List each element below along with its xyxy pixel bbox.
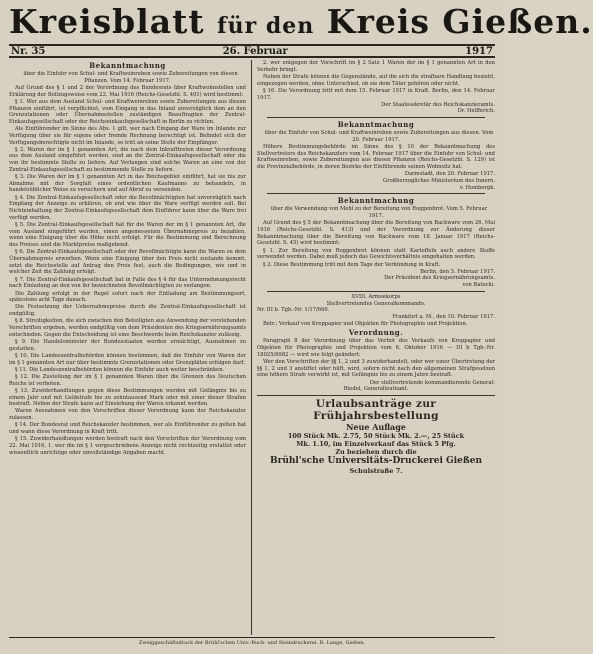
advertisement [257, 395, 495, 475]
right-para: § 1. Zur Bereitung von Roggenbrot können statt Kartoffeln auch andere Stoffe verwendet werden. Dabei muß jedoch das Gewichtsverhältnis eingehalten werden. [257, 247, 495, 261]
right-para: Wer den Vorschriften der §§ 1, 2 und 3 zuwiderhandelt, oder wer einer Übertretung der §§ 1, 2 und 3 anstiftet oder hilft, wird, sofern nicht nach den allgemeinen Strafgesetzen eine höhere Strafe verwirkt ist, mit Gefängnis bis zu einem Jahre bestraft. [257, 359, 495, 379]
signature-title: Der Staatssekretär des Reichskanzleramts. [381, 101, 495, 108]
heading-bekanntmachung-1: Bekanntmachung [89, 61, 166, 70]
right-para: Paragraph 8 der Verordnung über das Verbot des Verkaufs von Kreppapier und Objekten für Photographie und Projektion vom 6. Oktober 1916 — III b Tgb.-Nr. 18025/6982 — wird wie folgt geändert: [257, 338, 495, 358]
corps-line: Stellvertretendes Generalkommando. [326, 300, 426, 307]
right-para: § 2. Diese Bestimmung tritt mit dem Tage der Verkündung in Kraft. [263, 261, 441, 268]
masthead [9, 2, 593, 42]
signature-name: von Batocki. [462, 282, 495, 289]
left-para: Als Einführender im Sinne des Abs. 1 gilt, wer nach Eingang der Ware im Inlande zur Verfügung über sie für eigene oder fremde Rechnung berechtigt ist. Befindet sich der Verfügungsberechtigte nicht im Inlande, so tritt an seine Stelle der Empfänger. [9, 126, 246, 146]
signature-place: Darmstadt, den 20. Februar 1917. [404, 171, 495, 178]
ad-title: Urlaubsanträge zur Frühjahrsbestellung [313, 398, 439, 423]
right-para: Neben der Strafe können die Gegenstände, auf die sich die strafbare Handlung bezieht, eingezogen werden, ohne Unterschied, ob sie dem Täter gehören oder nicht. [257, 73, 495, 87]
left-para: § 5. Die Zentral-Einkaufsgesellschaft hat für die Waren der im § 1 genannten Art, die vom Ausland eingeführt werden, einen angemessenen Übernahmepreis zu bezahlen, wenn eine Einigung über die Höhe nicht erfolgt. Für die Bestimmung und Berechnung des Preises sind die Marktpreise maßgebend. [9, 221, 246, 249]
right-para: Höhere Bestimmungsbehörde im Sinne des § 10 der Bekanntmachung des Stellvertreters des Reichskanzlers vom 14. Februar 1917 über die Einfuhr von Schul- und Kraftweinreben, sowie Zubereitungen aus diesen Pflanzen (Reichs-Gesetzbl. S. 129) ist die Provinzialbehörde, in deren Bezirke der Einführende seinen Wohnsitz hat. [257, 144, 495, 171]
divider [267, 291, 485, 292]
columns [9, 60, 495, 635]
left-para: § 4. Die Zentral-Einkaufsgesellschaft oder die Bevollmächtigten hat unverzüglich nach Empfang der Anzeige zu erklären, ob und wie über die Ware verfügt werden soll. Bei Nichteinhaltung der Zentral-Einkaufsgesellschaft dem Einführer kann über die Ware frei verfügt werden. [9, 194, 246, 221]
left-para: § 2. Waren der im § 1 genannten Art, die nach dem Inkrafttreten dieser Verordnung aus dem Ausland eingeführt werden, sind an die Zentral-Einkaufsgesellschaft oder die von ihr bestimmte Stelle zu liefern. Auf Verlangen sind solche Waren an eine von der Zentral-Einkaufsgesellschaft zu bestimmende Stelle zu liefern. [9, 146, 246, 173]
subheading-3: über die Verwendung von Mehl zu der Bereitung von Roggenbrot. Vom 5. Februar 1917. [270, 206, 488, 220]
signature-title: Der Präsident des Kriegsernährungsamts. [384, 275, 495, 282]
ad-source-line: Zu beziehen durch die [335, 448, 417, 457]
left-para: § 10. Die Landeszentralbehörden können bestimmen, daß die Einfuhr von Waren der im § 1 genannten Art nur über bestimmte Grenzstationen oder Grenzplätze erfolgen darf. [9, 352, 246, 366]
masthead-title-c: Kreis Gießen. [326, 2, 593, 41]
ad-street: Schulstraße 7. [349, 467, 403, 476]
corps-line: XVIII. Armeekorps [351, 293, 401, 300]
ad-company: Brühl'sche Universitäts-Druckerei Gießen [270, 456, 482, 467]
left-para: § 14. Der Bundesrat und Reichskanzler bestimmen, wer als Einführender zu gelten hat und wann diese Verordnung in Kraft tritt. [9, 422, 246, 436]
issue-number: Nr. 35 [11, 45, 46, 57]
right-para: 2. wer entgegen der Vorschrift im § 2 Satz 1 Waren der im § 1 genannten Art in den Verkehr bringt. [257, 60, 495, 73]
ad-price-line: 100 Stück Mk. 2.75, 50 Stück Mk. 2.—, 25 Stück [287, 432, 465, 441]
left-para: § 13. Zuwiderhandlungen gegen diese Bestimmungen werden mit Gefängnis bis zu einem Jahr und mit Geldstrafe bis zu zehntausend Mark oder mit einer dieser Strafen bestraft. Neben der Strafe kann auf Einziehung der Waren erkannt werden. [9, 387, 246, 408]
heading-verordnung: Verordnung. [348, 328, 404, 338]
right-column [252, 60, 495, 635]
divider [267, 193, 485, 194]
ad-subtitle: Neue Auflage [346, 422, 406, 433]
right-para: Auf Grund des § 5 der Bekanntmachung über die Bereitung von Backware vom 26. Mai 1916 (Reichs-Gesetzbl. S. 413) und der Verordnung zur Änderung dieser Bekanntmachung über die Bereitung von Backware vom 18. Januar 1917 (Reichs-Gesetzbl. S. 45) wird bestimmt: [257, 220, 495, 247]
left-para: § 3. Die Waren der im § 1 genannten Art in das Reichsgebiet einführt, hat sie bis zur Abnahme mit der Sorgfalt eines ordentlichen Kaufmanns zu behandeln, in handelsüblicher Weise zu versichern und auf Abruf zu versenden. [9, 174, 246, 194]
divider [267, 117, 485, 118]
left-para: Die Festsetzung der Uebernahmepreise durch die Zentral-Einkaufsgesellschaft ist endgültig. [9, 304, 246, 318]
signature-title: Der stellvertretende kommandierende General: [369, 379, 495, 386]
left-para: § 12. Die Zustellung der im § 1 genannten Waren über die Grenzen des Deutschen Reichs ist verboten. [9, 373, 246, 387]
subheading-1: über die Einfuhr von Schul- und Kraftweinreben sowie Zubereitungen von diesen Pflanzen. Vom 14. Februar 1917. [23, 71, 238, 84]
signature-title: Großherzogliches Ministerium des Innern. [382, 178, 495, 185]
left-para: § 6. Die Zentral-Einkaufsgesellschaft oder der Bevollmächtigte kann die Waren zu dem Übernahmepreis erwerben. Wenn eine Einigung über den Preis nicht zustande kommt, setzt die Reichsstelle auf Antrag den Preis fest, auch die Bedingungen, wie und in welcher Zeit die Zahlung erfolgt. [9, 249, 246, 276]
heading-bekanntmachung-2: Bekanntmachung [337, 120, 415, 130]
issue-year: 1917 [465, 45, 493, 57]
left-para: § 9. Die Handelsminister der Bundesstaaten werden ermächtigt, Ausnahmen zu gestatten. [9, 338, 246, 352]
right-para: § 16. Die Verordnung tritt mit dem 15. Februar 1917 in Kraft. Berlin, den 14. Februar 1917. [257, 87, 495, 101]
issue-date: 26. Februar [222, 45, 288, 57]
masthead-title-b: für den [217, 13, 315, 39]
signature-name: Riedel, Generalleutnant. [343, 386, 409, 393]
left-para: § 8. Streitigkeiten, die sich zwischen den Beteiligten aus Anwendung der vorstehenden Vorschriften ergeben, werden endgültig von dem Präsidenten des Kriegsernährungsamts entschieden. Gegen die Entscheidung ist eine Beschwerde beim Reichskanzler zulässig. [9, 318, 246, 338]
signature-place: Berlin, den 5. Februar 1917. [420, 268, 495, 275]
subheading-2: über die Einfuhr von Schul- und Kraftweinreben sowie Zubereitungen aus diesen. Vom 20. Februar 1917. [264, 130, 494, 143]
left-para: Die Zahlung erfolgt in der Regel sofort nach der Entladung am Bestimmungsort, spätestens acht Tage danach. [9, 290, 246, 304]
footer: Zweiggeschäftsdruck der Brühl'schen Univ.-Buch- und Steindruckerei. R. Lange, Gießen. [9, 637, 495, 648]
ad-price-line: Mk. 1.10, im Einzelverkauf das Stück 5 Pfg. [296, 440, 456, 449]
issue-line [9, 44, 495, 58]
masthead-title-a: Kreisblatt [9, 2, 205, 41]
signature-name: Dr. Helfferich. [457, 108, 495, 115]
left-para: § 7. Die Zentral-Einkaufsgesellschaft hat in Falle des § 4 für das Unternehmungsrecht nach Einladung an den von ihr bezeichneten Bevollmächtigten zu verlangen. [9, 276, 246, 290]
corps-place: Frankfurt a. M., den 10. Februar 1917. [392, 314, 495, 320]
left-para: § 15. Zuwiderhandlungen werden bestraft nach den Vorschriften der Verordnung vom 22. Mai 1916, 1. wer die im § 1 vorgeschriebene Anzeige nicht rechtzeitig erstattet oder wissentlich unrichtige oder unvollständige Angaben macht. [9, 436, 246, 456]
signature-name: v. Hombergk. [459, 184, 495, 191]
left-para: § 1. Wer aus dem Ausland Schul- und Kraftweinreben sowie Zubereitungen aus diesen Pflanzen einführt, ist verpflichtet, vom Eingang in das Inland unverzüglich dem an den Grenzstationen oder Übernahmestellen zuständigen Beauftragten der Zentral-Einkaufsgesellschaft oder der Reichseinkaufsgesellschaft in Berlin zu richten. [9, 98, 246, 125]
left-column [9, 60, 252, 635]
heading-bekanntmachung-3: Bekanntmachung [337, 196, 415, 206]
left-para: § 11. Die Landeszentralbehörden können die Einfuhr auch weiter beschränken. [15, 366, 225, 373]
left-para: Auf Grund des § 1 und 2 der Verordnung des Bundesrats über Kraftwohnstellen und Erklärung der Bollzugsweise vom 22. Mai 1916 (Reichs-Gesetzbl. S. 401) wird bestimmt: [9, 84, 246, 98]
corps-line: Nr. III b. Tgb.-Nr. 1/17/660. [257, 307, 330, 314]
corps-betr: Betr.: Verkauf von Kreppapier und Objekten für Photographie und Projektion. [263, 320, 468, 327]
left-para: Waren Ausnahmen von den Vorschriften dieser Verordnung kann der Reichskanzler zulassen. [9, 408, 246, 422]
